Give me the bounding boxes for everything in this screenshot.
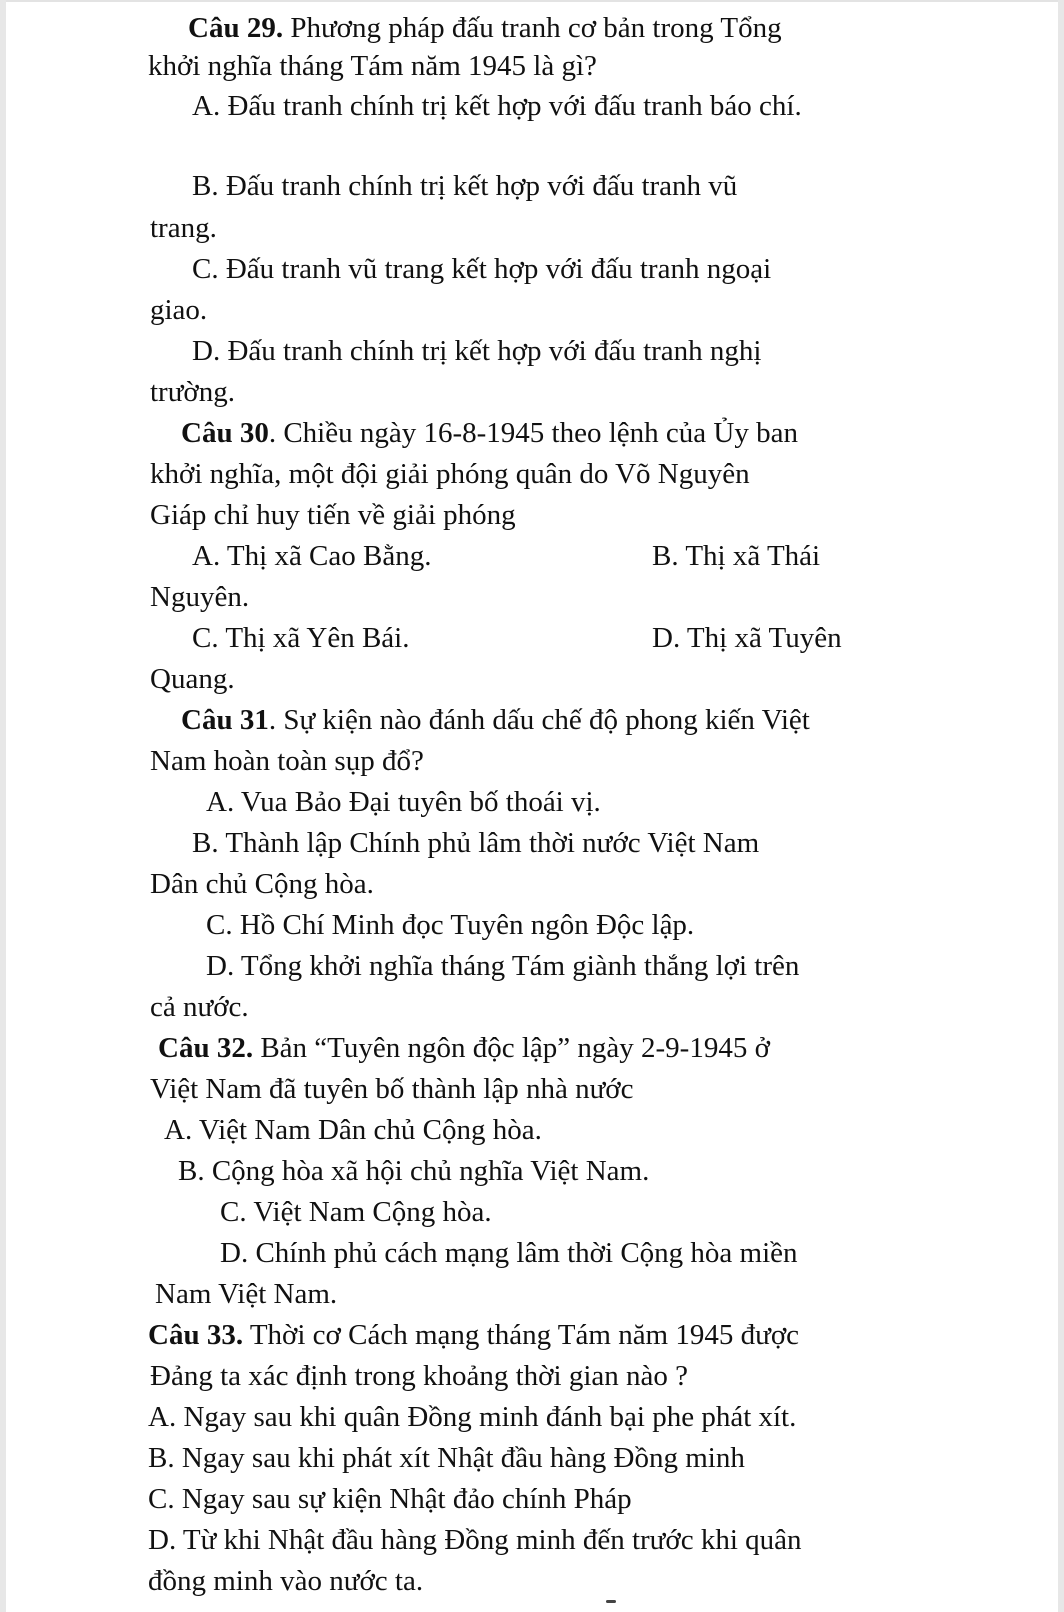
- question-32-line-2: Việt Nam đã tuyên bố thành lập nhà nước: [150, 1073, 634, 1105]
- question-32-option: Nam Việt Nam.: [155, 1278, 338, 1310]
- question-29-line-2: khởi nghĩa tháng Tám năm 1945 là gì?: [148, 50, 597, 82]
- question-32-option: B. Cộng hòa xã hội chủ nghĩa Việt Nam.: [178, 1155, 650, 1187]
- question-33-line-1: [148, 1317, 799, 1353]
- question-31-line-1: [181, 702, 810, 738]
- question-29-option: trường.: [150, 376, 236, 408]
- question-31-option: B. Thành lập Chính phủ lâm thời nước Việt Nam: [192, 827, 760, 859]
- ink-mark: [606, 1600, 616, 1603]
- question-31-option: Dân chủ Cộng hòa.: [150, 868, 374, 900]
- question-30-line-1: [181, 415, 798, 451]
- question-33-option: đồng minh vào nước ta.: [148, 1565, 424, 1597]
- question-32-line-1: [158, 1030, 770, 1066]
- question-32-option: D. Chính phủ cách mạng lâm thời Cộng hòa miền: [220, 1237, 798, 1269]
- question-30-option: B. Thị xã Thái: [652, 540, 821, 572]
- question-30-option: A. Thị xã Cao Bằng.: [192, 540, 432, 572]
- question-31-text: . Sự kiện nào đánh dấu chế độ phong kiến Việt: [268, 704, 810, 736]
- question-29-option: giao.: [150, 294, 208, 326]
- question-31-option: cả nước.: [150, 991, 249, 1023]
- question-32-label: Câu 32.: [158, 1032, 254, 1064]
- question-29-option: trang.: [150, 212, 217, 244]
- question-32-option: A. Việt Nam Dân chủ Cộng hòa.: [164, 1114, 542, 1146]
- question-30-option: Quang.: [150, 663, 235, 695]
- question-31-label: Câu 31: [181, 704, 269, 736]
- question-29-option: A. Đấu tranh chính trị kết hợp với đấu tranh báo chí.: [192, 90, 802, 122]
- question-33-option: A. Ngay sau khi quân Đồng minh đánh bại phe phát xít.: [148, 1401, 797, 1433]
- question-30-option: D. Thị xã Tuyên: [652, 622, 842, 654]
- question-33-option: B. Ngay sau khi phát xít Nhật đầu hàng Đồng minh: [148, 1442, 745, 1474]
- question-33-label: Câu 33.: [148, 1319, 244, 1351]
- question-30-option: C. Thị xã Yên Bái.: [192, 622, 410, 654]
- question-33-option: D. Từ khi Nhật đầu hàng Đồng minh đến trước khi quân: [148, 1524, 802, 1556]
- question-29-option: D. Đấu tranh chính trị kết hợp với đấu tranh nghị: [192, 335, 762, 367]
- question-29-line-1: [188, 10, 782, 46]
- question-29-text: Phương pháp đấu tranh cơ bản trong Tổng: [290, 12, 782, 44]
- question-30-line-2: khởi nghĩa, một đội giải phóng quân do Võ Nguyên: [150, 458, 750, 490]
- question-29-option: C. Đấu tranh vũ trang kết hợp với đấu tranh ngoại: [192, 253, 772, 285]
- question-30-line-3: Giáp chỉ huy tiến về giải phóng: [150, 499, 516, 531]
- question-29-option: B. Đấu tranh chính trị kết hợp với đấu tranh vũ: [192, 170, 738, 202]
- question-30-option: Nguyên.: [150, 581, 250, 613]
- question-31-line-2: Nam hoàn toàn sụp đổ?: [150, 745, 424, 777]
- question-30-text: . Chiều ngày 16-8-1945 theo lệnh của Ủy ban: [268, 417, 798, 449]
- question-33-option: C. Ngay sau sự kiện Nhật đảo chính Pháp: [148, 1483, 632, 1515]
- question-33-line-2: Đảng ta xác định trong khoảng thời gian nào ?: [150, 1360, 689, 1392]
- question-32-option: C. Việt Nam Cộng hòa.: [220, 1196, 492, 1228]
- question-29-label: Câu 29.: [188, 12, 284, 44]
- question-31-option: A. Vua Bảo Đại tuyên bố thoái vị.: [206, 786, 601, 818]
- question-31-option: C. Hồ Chí Minh đọc Tuyên ngôn Độc lập.: [206, 909, 695, 941]
- question-31-option: D. Tổng khởi nghĩa tháng Tám giành thắng lợi trên: [206, 950, 800, 982]
- question-30-label: Câu 30: [181, 417, 269, 449]
- question-33-text: Thời cơ Cách mạng tháng Tám năm 1945 được: [249, 1319, 800, 1351]
- question-32-text: Bản “Tuyên ngôn độc lập” ngày 2-9-1945 ở: [260, 1032, 770, 1064]
